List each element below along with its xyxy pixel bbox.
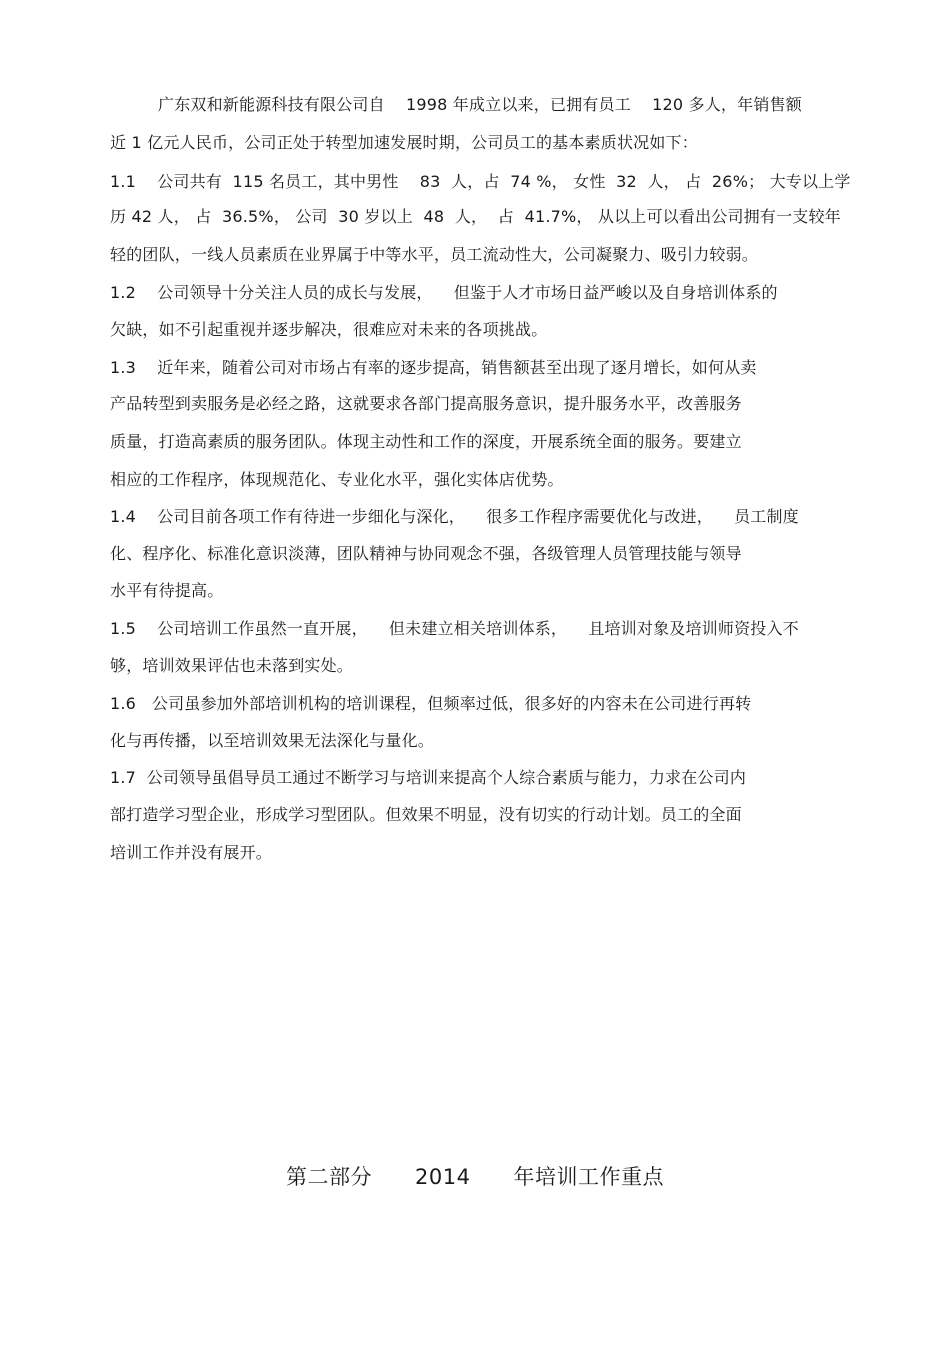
item-1-1-line-2: 历 42 人， 占 36.5%， 公司 30 岁以上 48 人， 占 41.7%， 从以上可以看出公司拥有一支较年 xyxy=(110,207,841,226)
intro-line-2: 近 1 亿元人民币，公司正处于转型加速发展时期，公司员工的基本素质状况如下： xyxy=(110,133,698,152)
item-1-7-line-1: 1.7 公司领导虽倡导员工通过不断学习与培训来提高个人综合素质与能力，力求在公司内 xyxy=(110,768,747,787)
item-1-5-line-2: 够，培训效果评估也未落到实处。 xyxy=(110,656,354,675)
item-1-2-line-1: 1.2 公司领导十分关注人员的成长与发展， 但鉴于人才市场日益严峻以及自身培训体系的 xyxy=(110,283,778,302)
item-1-1-line-3: 轻的团队，一线人员素质在业界属于中等水平，员工流动性大，公司凝聚力、吸引力较弱。 xyxy=(110,245,759,264)
intro-line-1: 广东双和新能源科技有限公司自 1998 年成立以来，已拥有员工 120 多人，年销售额 xyxy=(158,95,802,114)
item-1-6-line-2: 化与再传播，以至培训效果无法深化与量化。 xyxy=(110,731,435,750)
item-1-3-line-4: 相应的工作程序，体现规范化、专业化水平，强化实体店优势。 xyxy=(110,470,564,489)
item-1-7-line-2: 部打造学习型企业，形成学习型团队。但效果不明显，没有切实的行动计划。员工的全面 xyxy=(110,805,742,824)
item-1-3-line-2: 产品转型到卖服务是必经之路，这就要求各部门提高服务意识，提升服务水平，改善服务 xyxy=(110,394,742,413)
item-1-4-line-1: 1.4 公司目前各项工作有待进一步细化与深化， 很多工作程序需要优化与改进， 员工制度 xyxy=(110,507,799,526)
item-1-4-line-2: 化、程序化、标准化意识淡薄，团队精神与协同观念不强，各级管理人员管理技能与领导 xyxy=(110,544,742,563)
item-1-2-line-2: 欠缺，如不引起重视并逐步解决，很难应对未来的各项挑战。 xyxy=(110,320,548,339)
item-1-3-line-1: 1.3 近年来，随着公司对市场占有率的逐步提高，销售额甚至出现了逐月增长，如何从卖 xyxy=(110,358,757,377)
item-1-1-line-1: 1.1 公司共有 115 名员工，其中男性 83 人，占 74 %， 女性 32 人， 占 26%； 大专以上学 xyxy=(110,172,851,191)
item-1-6-line-1: 1.6 公司虽参加外部培训机构的培训课程，但频率过低，很多好的内容未在公司进行再转 xyxy=(110,694,752,713)
item-1-5-line-1: 1.5 公司培训工作虽然一直开展， 但未建立相关培训体系， 且培训对象及培训师资投入不 xyxy=(110,619,799,638)
section-heading: 第二部分 2014 年培训工作重点 xyxy=(285,1165,665,1189)
item-1-4-line-3: 水平有待提高。 xyxy=(110,581,224,600)
item-1-7-line-3: 培训工作并没有展开。 xyxy=(110,843,273,862)
item-1-3-line-3: 质量，打造高素质的服务团队。体现主动性和工作的深度，开展系统全面的服务。要建立 xyxy=(110,432,742,451)
